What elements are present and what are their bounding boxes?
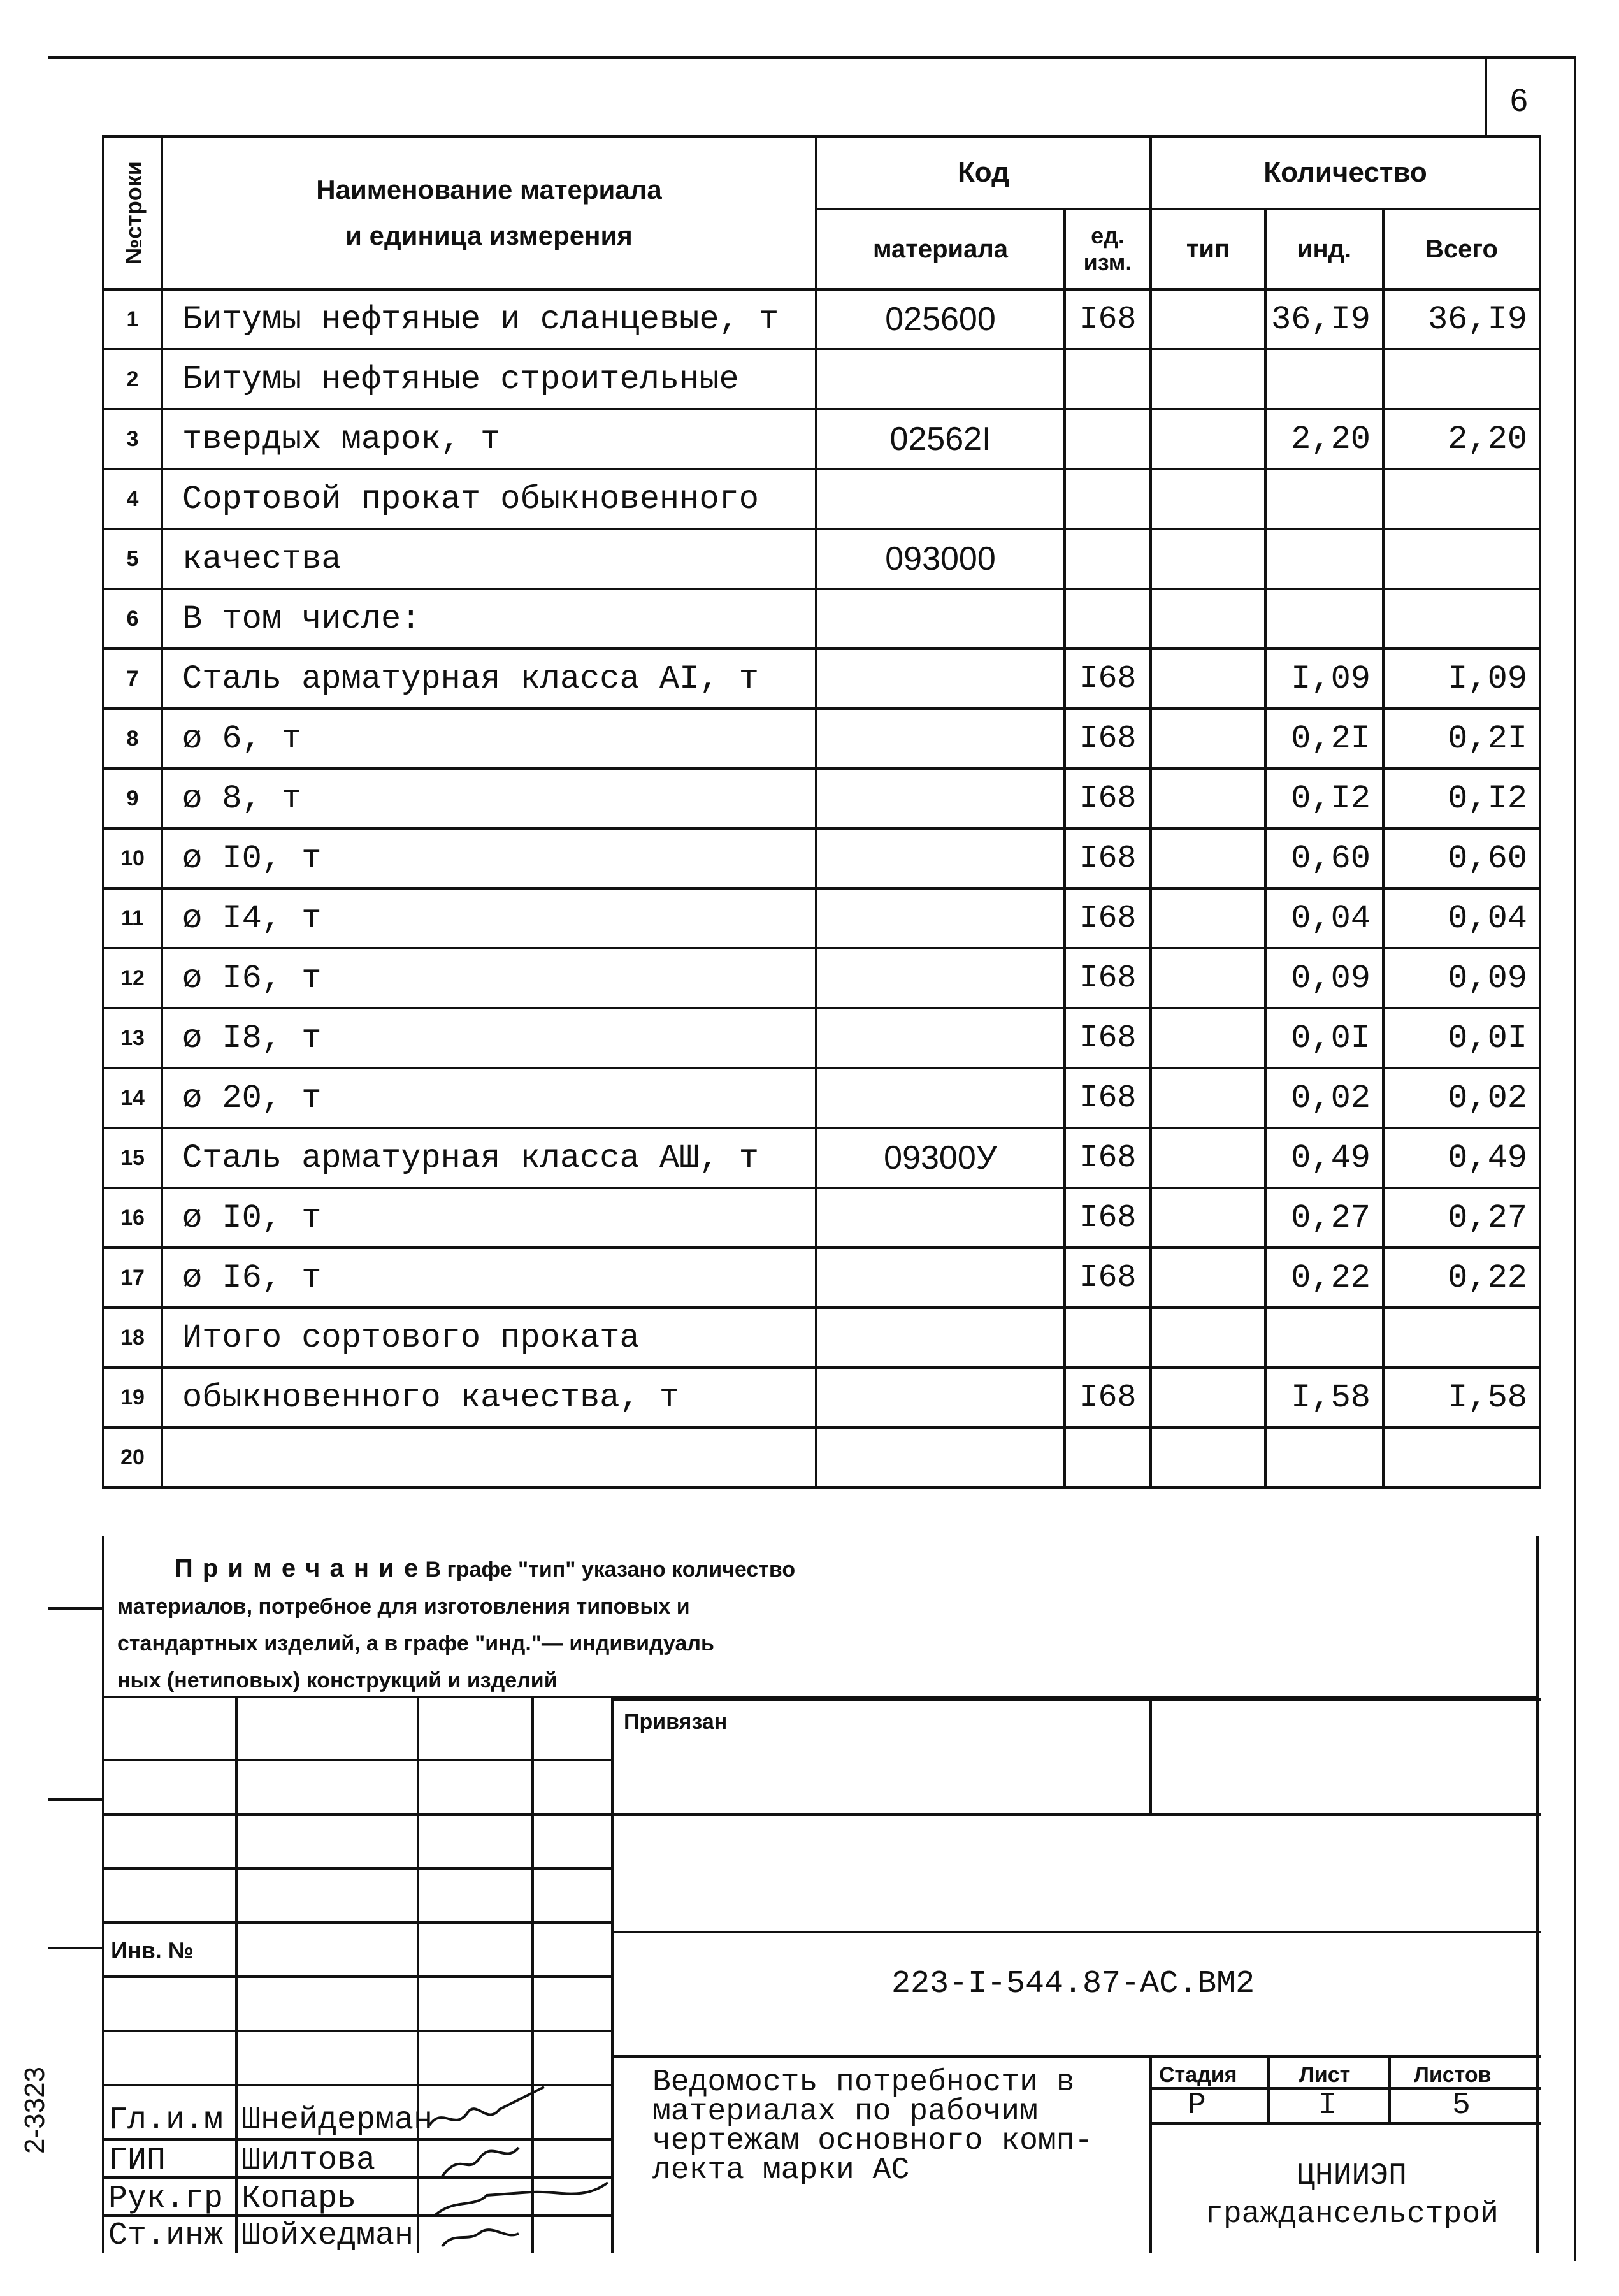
material-name-cell: твердых марок, т <box>162 409 816 469</box>
quantity-type-cell <box>1151 828 1265 888</box>
quantity-type-header: тип <box>1151 209 1265 289</box>
table-row <box>103 948 1540 1008</box>
unit-code-cell: I68 <box>1065 948 1151 1008</box>
unit-code-cell <box>1065 469 1151 529</box>
material-name-cell: Итого сортового проката <box>162 1308 816 1368</box>
row-number-cell: 17 <box>103 1248 162 1308</box>
sheets-label: Листов <box>1414 2063 1492 2087</box>
quantity-ind-cell: I,09 <box>1265 649 1383 709</box>
quantity-ind-cell: 0,49 <box>1265 1128 1383 1188</box>
quantity-ind-cell: I,58 <box>1265 1368 1383 1427</box>
material-name-cell: Сталь арматурная класса AI, т <box>162 649 816 709</box>
unit-code-cell <box>1065 409 1151 469</box>
row-number-cell: 19 <box>103 1368 162 1427</box>
material-code-cell <box>816 1248 1065 1308</box>
table-row <box>103 1368 1540 1427</box>
material-code-cell: 025600 <box>816 289 1065 349</box>
quantity-ind-cell <box>1265 589 1383 649</box>
row-number-cell: 20 <box>103 1427 162 1487</box>
quantity-total-cell: 0,I2 <box>1383 769 1540 828</box>
row-number-cell: 2 <box>103 349 162 409</box>
unit-code-cell <box>1065 1308 1151 1368</box>
material-code-cell <box>816 349 1065 409</box>
material-code-cell <box>816 1008 1065 1068</box>
unit-code-cell: I68 <box>1065 1128 1151 1188</box>
sheet-title <box>652 2065 1093 2188</box>
material-code-cell <box>816 1068 1065 1128</box>
table-row <box>103 1427 1540 1487</box>
material-name-cell: ø I6, т <box>162 948 816 1008</box>
material-code-cell <box>816 589 1065 649</box>
material-name-cell: Сортовой прокат обыкновенного <box>162 469 816 529</box>
table-row <box>103 709 1540 769</box>
material-name-cell: ø I6, т <box>162 1248 816 1308</box>
unit-code-cell: I68 <box>1065 289 1151 349</box>
material-code-cell <box>816 1368 1065 1427</box>
material-name-cell: ø I0, т <box>162 828 816 888</box>
name-header: Наименование материала и единица измерения <box>162 136 816 289</box>
materials-table <box>102 135 1541 1489</box>
table-row <box>103 1248 1540 1308</box>
material-name-cell: ø I8, т <box>162 1008 816 1068</box>
material-code-cell: 093000 <box>816 529 1065 589</box>
quantity-type-cell <box>1151 1068 1265 1128</box>
quantity-type-cell <box>1151 1427 1265 1487</box>
table-row <box>103 409 1540 469</box>
row-number-cell: 8 <box>103 709 162 769</box>
quantity-total-cell <box>1383 1427 1540 1487</box>
page-number-box-left <box>1485 56 1487 135</box>
page-number: 6 <box>1510 82 1528 118</box>
quantity-type-cell <box>1151 529 1265 589</box>
sheet-title-line-3: чертежам основного комп- <box>652 2124 1093 2158</box>
table-row <box>103 289 1540 349</box>
table-row <box>103 1188 1540 1248</box>
material-code-cell <box>816 948 1065 1008</box>
quantity-ind-header: инд. <box>1265 209 1383 289</box>
quantity-type-cell <box>1151 948 1265 1008</box>
quantity-type-cell <box>1151 1128 1265 1188</box>
sheet-value: I <box>1318 2088 1337 2123</box>
material-name-cell: ø 20, т <box>162 1068 816 1128</box>
signer-role-4: Ст.инж <box>108 2218 224 2254</box>
table-row <box>103 1308 1540 1368</box>
table-row <box>103 769 1540 828</box>
row-number-cell: 11 <box>103 888 162 948</box>
material-name-cell: качества <box>162 529 816 589</box>
quantity-ind-cell: 36,I9 <box>1265 289 1383 349</box>
unit-code-cell: I68 <box>1065 649 1151 709</box>
top-rule <box>48 56 1574 59</box>
quantity-total-cell: 0,2I <box>1383 709 1540 769</box>
quantity-total-cell: 36,I9 <box>1383 289 1540 349</box>
quantity-ind-cell: 0,0I <box>1265 1008 1383 1068</box>
code-material-header: материала <box>816 209 1065 289</box>
right-border <box>1574 56 1576 2261</box>
quantity-ind-cell: 0,I2 <box>1265 769 1383 828</box>
sheet-title-line-2: материалах по рабочим <box>652 2095 1038 2129</box>
row-number-cell: 4 <box>103 469 162 529</box>
quantity-type-cell <box>1151 1368 1265 1427</box>
stage-label: Стадия <box>1159 2063 1237 2087</box>
stage-value: Р <box>1188 2088 1206 2123</box>
table-row <box>103 349 1540 409</box>
quantity-type-cell <box>1151 409 1265 469</box>
organization-line-2: граждансельстрой <box>1205 2197 1499 2232</box>
handwritten-signatures <box>417 2081 621 2253</box>
quantity-total-cell <box>1383 349 1540 409</box>
row-number-cell: 10 <box>103 828 162 888</box>
table-row <box>103 529 1540 589</box>
quantity-type-cell <box>1151 709 1265 769</box>
material-code-cell <box>816 709 1065 769</box>
quantity-type-cell <box>1151 289 1265 349</box>
unit-code-cell <box>1065 589 1151 649</box>
code-header: Код <box>816 136 1151 209</box>
signer-name-4: Шойхедман <box>241 2218 414 2254</box>
material-name-cell: ø 6, т <box>162 709 816 769</box>
row-number-cell: 7 <box>103 649 162 709</box>
quantity-total-cell: 0,09 <box>1383 948 1540 1008</box>
quantity-total-cell: 0,60 <box>1383 828 1540 888</box>
material-code-cell <box>816 649 1065 709</box>
note-line-2: материалов, потребное для изготовления типовых и <box>117 1594 690 1619</box>
quantity-ind-cell <box>1265 349 1383 409</box>
quantity-total-cell: 0,49 <box>1383 1128 1540 1188</box>
quantity-total-cell: I,58 <box>1383 1368 1540 1427</box>
material-name-cell: ø I0, т <box>162 1188 816 1248</box>
quantity-total-cell: 0,27 <box>1383 1188 1540 1248</box>
quantity-ind-cell: 0,22 <box>1265 1248 1383 1308</box>
unit-code-cell <box>1065 529 1151 589</box>
material-code-cell <box>816 1308 1065 1368</box>
organization <box>1162 2157 1541 2234</box>
material-name-cell: Сталь арматурная класса АШ, т <box>162 1128 816 1188</box>
quantity-type-cell <box>1151 1248 1265 1308</box>
material-name-cell: Битумы нефтяные и сланцевые, т <box>162 289 816 349</box>
quantity-ind-cell: 2,20 <box>1265 409 1383 469</box>
unit-code-cell: I68 <box>1065 1188 1151 1248</box>
quantity-ind-cell: 0,02 <box>1265 1068 1383 1128</box>
sheet-label: Лист <box>1299 2063 1351 2087</box>
material-name-cell <box>162 1427 816 1487</box>
table-row <box>103 1128 1540 1188</box>
row-number-cell: 6 <box>103 589 162 649</box>
unit-code-cell <box>1065 1427 1151 1487</box>
row-number-cell: 5 <box>103 529 162 589</box>
material-code-cell <box>816 469 1065 529</box>
note-line-4: ных (нетиповых) конструкций и изделий <box>117 1668 558 1693</box>
table-row <box>103 1008 1540 1068</box>
signer-role-2: ГИП <box>108 2142 166 2179</box>
quantity-total-cell: 0,0I <box>1383 1008 1540 1068</box>
signer-role-3: Рук.гр <box>108 2181 224 2217</box>
material-code-cell <box>816 888 1065 948</box>
quantity-type-cell <box>1151 1188 1265 1248</box>
unit-code-cell: I68 <box>1065 1008 1151 1068</box>
sheet-title-line-1: Ведомость потребности в <box>652 2065 1075 2100</box>
row-number-cell: 12 <box>103 948 162 1008</box>
signer-role-1: Гл.и.м <box>108 2102 224 2139</box>
quantity-total-cell: 0,22 <box>1383 1248 1540 1308</box>
quantity-total-cell <box>1383 589 1540 649</box>
unit-code-cell <box>1065 349 1151 409</box>
quantity-total-cell <box>1383 469 1540 529</box>
material-code-cell: 09300У <box>816 1128 1065 1188</box>
unit-code-cell: I68 <box>1065 1248 1151 1308</box>
side-number: 2-3323 <box>19 2066 50 2154</box>
table-row <box>103 1068 1540 1128</box>
quantity-total-cell: 2,20 <box>1383 409 1540 469</box>
quantity-ind-cell <box>1265 529 1383 589</box>
quantity-total-cell: 0,02 <box>1383 1068 1540 1128</box>
left-margin-tick-2 <box>48 1798 102 1801</box>
table-row <box>103 888 1540 948</box>
sheet-title-line-4: лекта марки АС <box>652 2153 910 2188</box>
quantity-type-cell <box>1151 1308 1265 1368</box>
quantity-ind-cell: 0,60 <box>1265 828 1383 888</box>
quantity-total-cell: 0,04 <box>1383 888 1540 948</box>
row-number-cell: 18 <box>103 1308 162 1368</box>
signer-name-2: Шилтова <box>241 2142 376 2179</box>
material-name-cell: Битумы нефтяные строительные <box>162 349 816 409</box>
quantity-type-cell <box>1151 649 1265 709</box>
material-name-cell: ø I4, т <box>162 888 816 948</box>
quantity-type-cell <box>1151 589 1265 649</box>
sheets-value: 5 <box>1452 2088 1471 2123</box>
row-number-cell: 16 <box>103 1188 162 1248</box>
title-block <box>102 1698 1539 2253</box>
quantity-total-header: Всего <box>1383 209 1540 289</box>
table-row <box>103 589 1540 649</box>
material-name-cell: В том числе: <box>162 589 816 649</box>
material-name-cell: ø 8, т <box>162 769 816 828</box>
attached-label: Привязан <box>624 1710 728 1734</box>
quantity-type-cell <box>1151 469 1265 529</box>
quantity-ind-cell: 0,04 <box>1265 888 1383 948</box>
row-number-cell: 1 <box>103 289 162 349</box>
unit-code-cell: I68 <box>1065 709 1151 769</box>
quantity-ind-cell: 0,09 <box>1265 948 1383 1008</box>
note-title: П р и м е ч а н и е <box>175 1554 420 1582</box>
material-code-cell: 02562I <box>816 409 1065 469</box>
row-number-cell: 3 <box>103 409 162 469</box>
table-row <box>103 469 1540 529</box>
row-number-cell: 9 <box>103 769 162 828</box>
quantity-type-cell <box>1151 769 1265 828</box>
quantity-type-cell <box>1151 888 1265 948</box>
note-line-1: В графе "тип" указано количество <box>425 1557 796 1582</box>
note-line-3: стандартных изделий, а в графе "инд."— индивидуаль <box>117 1631 714 1656</box>
unit-code-cell: I68 <box>1065 1368 1151 1427</box>
material-name-cell: обыкновенного качества, т <box>162 1368 816 1427</box>
organization-line-1: ЦНИИЭП <box>1297 2159 1407 2193</box>
unit-code-cell: I68 <box>1065 769 1151 828</box>
row-number-cell: 14 <box>103 1068 162 1128</box>
document-code: 223-I-544.87-АС.ВМ2 <box>891 1966 1255 2002</box>
unit-code-cell: I68 <box>1065 888 1151 948</box>
quantity-type-cell <box>1151 1008 1265 1068</box>
quantity-ind-cell: 0,2I <box>1265 709 1383 769</box>
material-code-cell <box>816 1188 1065 1248</box>
quantity-total-cell <box>1383 1308 1540 1368</box>
table-row <box>103 828 1540 888</box>
quantity-ind-cell: 0,27 <box>1265 1188 1383 1248</box>
material-code-cell <box>816 828 1065 888</box>
material-code-cell <box>816 769 1065 828</box>
left-margin-tick-1 <box>48 1607 102 1610</box>
unit-code-cell: I68 <box>1065 1068 1151 1128</box>
signer-name-1: Шнейдерман <box>241 2102 433 2139</box>
inventory-number-label: Инв. № <box>111 1937 194 1963</box>
row-number-header: №строки <box>103 136 162 289</box>
row-number-cell: 15 <box>103 1128 162 1188</box>
table-row <box>103 649 1540 709</box>
left-margin-tick-3 <box>48 1947 102 1949</box>
material-code-cell <box>816 1427 1065 1487</box>
quantity-total-cell <box>1383 529 1540 589</box>
quantity-ind-cell <box>1265 1308 1383 1368</box>
quantity-type-cell <box>1151 349 1265 409</box>
row-number-cell: 13 <box>103 1008 162 1068</box>
quantity-total-cell: I,09 <box>1383 649 1540 709</box>
code-unit-header: ед. изм. <box>1065 209 1151 289</box>
quantity-ind-cell <box>1265 1427 1383 1487</box>
quantity-header: Количество <box>1151 136 1540 209</box>
signer-name-3: Копарь <box>241 2181 357 2217</box>
quantity-ind-cell <box>1265 469 1383 529</box>
unit-code-cell: I68 <box>1065 828 1151 888</box>
note-block <box>102 1536 1539 1698</box>
